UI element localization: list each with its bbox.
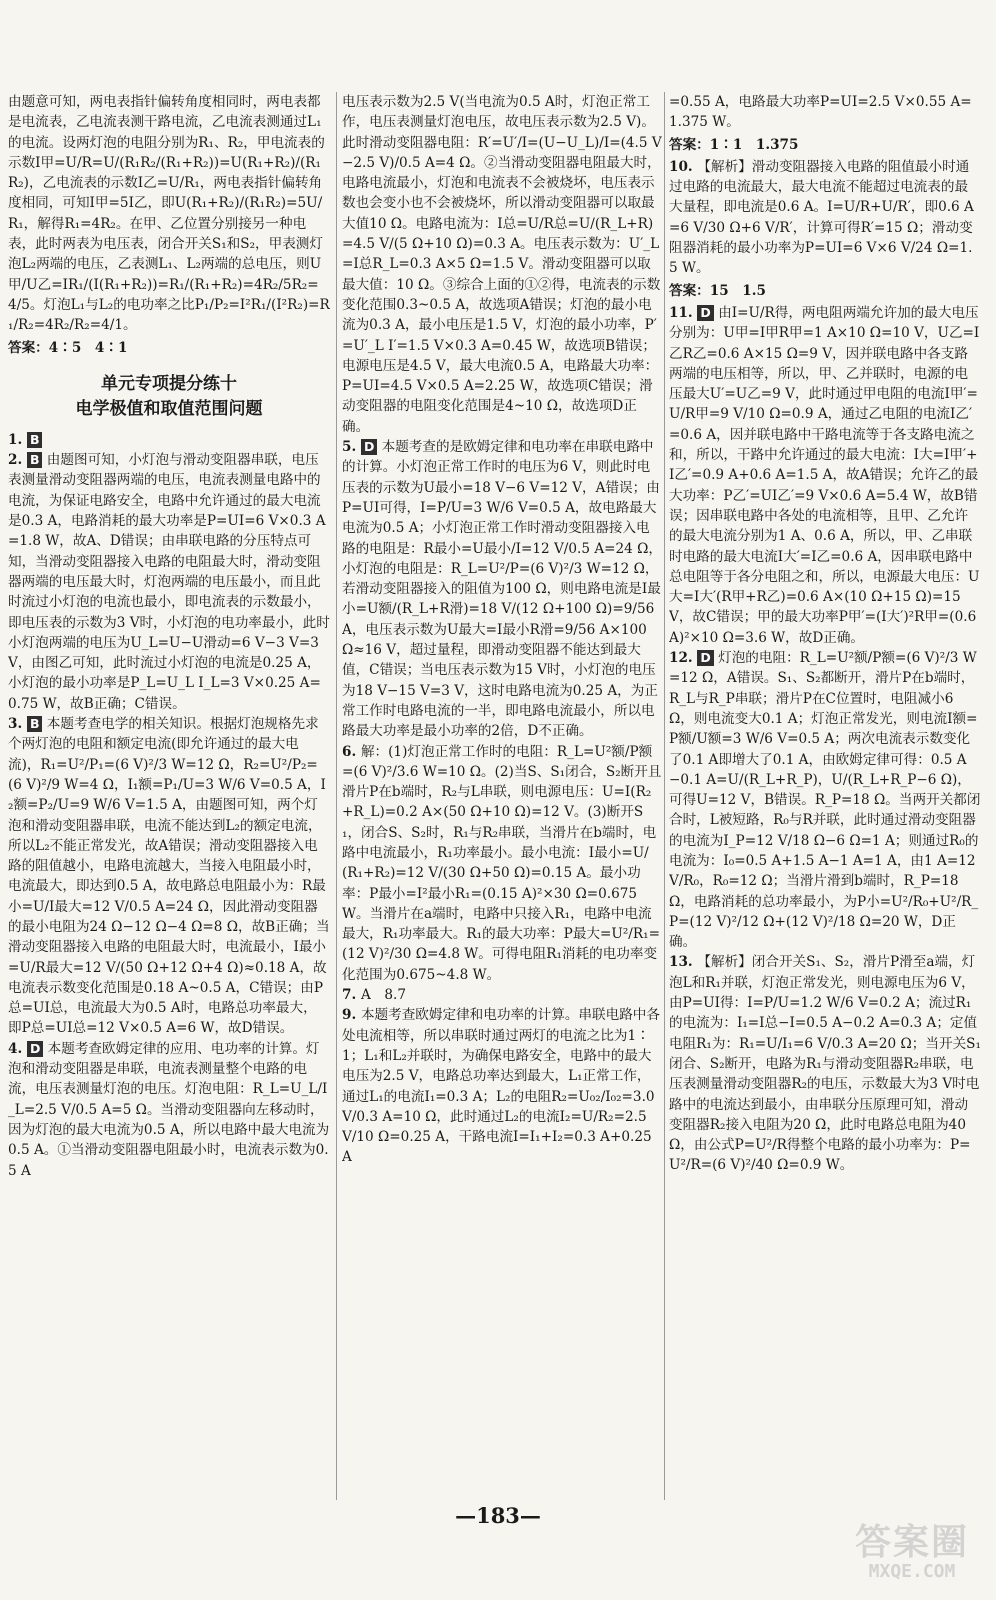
- watermark-logo: [842, 1524, 982, 1586]
- choice-tag: B: [27, 452, 43, 468]
- answer-line: 答案：4∶5 4∶1: [8, 339, 128, 356]
- column-divider: [336, 92, 337, 1500]
- question-4: 4. D 本题考查欧姆定律的应用、电功率的计算。灯泡和滑动变阻器是串联，电流表测量整个电路的电流，电压表测量灯泡的电压。灯泡电阻：R_L=U_L/I_L=2.5 V/0.5 A=5 Ω。当滑动变阻器向左移动时，因为灯泡的最大电流为0.5 A，所以电路中最大电流为0.5 A。①当滑动变阻器电阻最小时，电流表示数为0.5 A: [8, 1040, 330, 1179]
- watermark-text: 答案圈: [854, 1522, 969, 1563]
- question-3: 3. B 本题考查电学的相关知识。根据灯泡规格先求个两灯泡的电阻和额定电流(即允许通过的最大电流)，R₁=U²/P₁=(6 V)²/3 W=12 Ω，R₂=U²/P₂=(6 V)²/9 W=4 Ω，I₁额=P₁/U=3 W/6 V=0.5 A，I₂额=P₂/U=9 W/6 V=1.5 A，由题图可知，两个灯泡和滑动变阻器串联，电流不能达到L₂的额定电流，所以L₂不能正常发光，故A错误；滑动变阻器接入电路的阻值越小，电路电流越大，当接入电阻最小时，电流最大，即达到0.5 A，故电路总电阻最小为：R最小=U/I最大=12 V/0.5 A=24 Ω，因此滑动变阻器的最小电阻为24 Ω−12 Ω−4 Ω=8 Ω，故B正确；当滑动变阻器接入电路的电阻最大时，电流最小，I最小=U/R最大=12 V/(50 Ω+12 Ω+4 Ω)≈0.18 A，故电流表示数变化范围是0.18 A~0.5 A，C错误；由P总=UI总，电流最大为0.5 A时，电路总功率最大，即P总=UI总=12 V×0.5 A=6 W，故D错误。: [8, 716, 330, 1037]
- page-number: —183—: [455, 1503, 541, 1528]
- question-2: 2. B 由题图可知，小灯泡与滑动变阻器串联，电压表测量滑动变阻器两端的电压，电流表测量电路中的电流，为保证电路安全，电路中允许通过的最大电流是0.3 A，电路消耗的最大功率是P=UI=6 V×0.3 A=1.8 W，故A、D错误；由串联电路的分压特点可知，当滑动变阻器接入电路的电阻最大时，滑动变阻器两端的电压最大时，灯泡两端的电压最小，而且此时流过小灯泡的电流也最小，即电流表的示数最小，即电压表的示数为3 V时，小灯泡的电功率最小，此时小灯泡两端的电压为U_L=U−U滑动=6 V−3 V=3 V，由图乙可知，此时流过小灯泡的电流是0.25 A，小灯泡的最小功率是P_L=U_L I_L=3 V×0.25 A=0.75 W，故B正确；C错误。: [8, 452, 330, 712]
- column-left: [8, 92, 330, 1504]
- answer-text: A 8.7: [360, 987, 406, 1004]
- section-heading: [8, 372, 330, 422]
- solution-text: 本题考查电学的相关知识。根据灯泡规格先求个两灯泡的电阻和额定电流(即允许通过的最大电流)，R₁=U²/P₁=(6 V)²/3 W=12 Ω，R₂=U²/P₂=(6 V)²/9 W=4 Ω，I₁额=P₁/U=3 W/6 V=0.5 A，I₂额=P₂/U=9 W/6 V=1.5 A，由题图可知，两个灯泡和滑动变阻器串联，电流不能达到L₂的额定电流，所以L₂不能正常发光，故A错误；滑动变阻器接入电路的阻值越小，电路电流越大，当接入电阻最小时，电流最大，即达到0.5 A，故电路总电阻最小为：R最小=U/I最大=12 V/0.5 A=24 Ω，因此滑动变阻器的最小电阻为24 Ω−12 Ω−4 Ω=8 Ω，故B正确；当滑动变阻器接入电路的电阻最大时，电流最小，I最小=U/R最大=12 V/(50 Ω+12 Ω+4 Ω)≈0.18 A，故电流表示数变化范围是0.18 A~0.5 A，C错误；由P总=UI总，电流最大为0.5 A时，电路总功率最大，即P总=UI总=12 V×0.5 A=6 W，故D错误。: [8, 716, 330, 1037]
- solution-text: 由题图可知，小灯泡与滑动变阻器串联，电压表测量滑动变阻器两端的电压，电流表测量电路中的电流，为保证电路安全，电路中允许通过的最大电流是0.3 A，电路消耗的最大功率是P=UI=6 V×0.3 A=1.8 W，故A、D错误；由串联电路的分压特点可知，当滑动变阻器接入电路的电阻最大时，滑动变阻器两端的电压最大时，灯泡两端的电压最小，而且此时流过小灯泡的电流也最小，即电流表的示数最小，即电压表的示数为3 V时，小灯泡的电功率最小，此时小灯泡两端的电压为U_L=U−U滑动=6 V−3 V=3 V，由图乙可知，此时流过小灯泡的电流是0.25 A，小灯泡的最小功率是P_L=U_L I_L=3 V×0.25 A=0.75 W，故B正确；C错误。: [8, 452, 330, 712]
- solution-text: 本题考查欧姆定律和电功率的计算。串联电路中各处电流相等，所以串联时通过两灯的电流之比为1∶1；L₁和L₂并联时，为确保电路安全，电路中的最大电压为2.5 V，电路总功率达到最大，L₁正常工作，通过L₁的电流I₁=0.3 A；L₂的电阻R₂=U₀₂/I₀₂=3.0 V/0.3 A=10 Ω，此时通过L₂的电流I₂=U/R₂=2.5 V/10 Ω=0.25 A，干路电流I=I₁+I₂=0.3 A+0.25 A: [342, 1007, 660, 1166]
- section-title-line2: 电学极值和取值范围问题: [75, 398, 263, 419]
- question-12: 12. D 灯泡的电阻：R_L=U²额/P额=(6 V)²/3 W=12 Ω，A错误。S₁、S₂都断开，滑片P在b端时，R_L与R_P串联；滑片P在C位置时，电阻减小6 Ω，则电流变大0.1 A；灯泡正常发光，则电流I额=P额/U额=3 W/6 V=0.5 A；两次电流表示数变化了0.1 A即增大了0.1 A，由欧姆定律可得：0.5 A−0.1 A=U/(R_L+R_P)，U/(R_L+R_P−6 Ω)，可得U=12 V，B错误。R_P=18 Ω。当两开关都闭合时，L被短路，R₀与R并联，此时通过滑动变阻器的电流为I_P=12 V/18 Ω−6 Ω=1 A；则通过R₀的电流为：I₀=0.5 A+1.5 A−1 A=1 A，由1 A=12 V/R₀，R₀=12 Ω；当滑片滑到b端时，R_P=18 Ω，电路消耗的总功率最小，为P小=U²/R₀+U²/R_P=(12 V)²/12 Ω+(12 V)²/18 Ω=20 W，D正确。: [669, 650, 981, 951]
- solution-continued: 电压表示数为2.5 V(当电流为0.5 A时，灯泡正常工作，电压表测量灯泡电压，故电压表示数为2.5 V)。此时滑动变阻器电阻：R′=U′/I=(U−U_L)/I=(4.5 V−2.5 V)/0.5 A=4 Ω。②当滑动变阻器电阻最大时，电路电流最小，灯泡和电流表不会被烧坏，电压表示数也会变小也不会被烧坏，所以滑动变阻器可以取最大值10 Ω。电路电流为：I总=U/R总=U/(R_L+R)=4.5 V/(5 Ω+10 Ω)=0.3 A。电压表示数为：U′_L=I总R_L=0.3 A×5 Ω=1.5 V。滑动变阻器可以取最大值：10 Ω。③综合上面的①②得，电流表的示数变化范围0.3~0.5 A，故选项A错误；灯泡的最小电流为0.3 A，最小电压是1.5 V，灯泡的最小功率，P′=U′_L I′=1.5 V×0.3 A=0.45 W，故选项B错误；电源电压是4.5 V，最大电流0.5 A，电路最大功率：P=UI=4.5 V×0.5 A=2.25 W，故选项C错误；滑动变阻器的电阻变化范围是4~10 Ω，故选项D正确。: [342, 94, 662, 435]
- choice-tag: D: [697, 650, 713, 666]
- solution-text: 灯泡的电阻：R_L=U²额/P额=(6 V)²/3 W=12 Ω，A错误。S₁、S₂都断开，滑片P在b端时，R_L与R_P串联；滑片P在C位置时，电阻减小6 Ω，则电流变大0.1 A；灯泡正常发光，则电流I额=P额/U额=3 W/6 V=0.5 A；两次电流表示数变化了0.1 A即增大了0.1 A，由欧姆定律可得：0.5 A−0.1 A=U/(R_L+R_P)，U/(R_L+R_P−6 Ω)，可得U=12 V，B错误。R_P=18 Ω。当两开关都闭合时，L被短路，R₀与R并联，此时通过滑动变阻器的电流为I_P=12 V/18 Ω−6 Ω=1 A；则通过R₀的电流为：I₀=0.5 A+1.5 A−1 A=1 A，由1 A=12 V/R₀，R₀=12 Ω；当滑片滑到b端时，R_P=18 Ω，电路消耗的总功率最小，为P小=U²/R₀+U²/R_P=(12 V)²/12 Ω+(12 V)²/18 Ω=20 W，D正确。: [669, 650, 981, 951]
- solution-text: 【解析】闭合开关S₁、S₂，滑片P滑至a端，灯泡L和R₁并联，灯泡正常发光，则电源电压为6 V，由P=UI得：I=P/U=1.2 W/6 V=0.2 A；流过R₁的电流为：I₁=I总−I=0.5 A−0.2 A=0.3 A；定值电阻R₁为：R₁=U/I₁=6 V/0.3 A=20 Ω；当开关S₁闭合、S₂断开，电路为R₁与滑动变阻器R₂串联，电压表测量滑动变阻器R₂的电压，示数最大为3 V时电路中的电流达到最小，由串联分压原理可知，滑动变阻器R₂接入电阻为20 Ω，此时电路总电阻为40 Ω，由公式P=U²/R得整个电路的最小功率为：P=U²/R=(6 V)²/40 Ω=0.9 W。: [669, 954, 981, 1174]
- choice-tag: B: [27, 716, 43, 732]
- solution-text: 解：(1)灯泡正常工作时的电阻：R_L=U²额/P额=(6 V)²/3.6 W=10 Ω。(2)当S、S₁闭合，S₂断开且滑片P在b端时，R₂与L串联，则电源电压：U=I(R₂+R_L)=0.2 A×(50 Ω+10 Ω)=12 V。(3)断开S₁，闭合S、S₂时，R₁与R₂串联，当滑片在b端时，电路中电流最小，R₁功率最小。最小电流：I最小=U/(R₁+R₂)=12 V/(30 Ω+50 Ω)=0.15 A。最小功率：P最小=I²最小R₁=(0.15 A)²×30 Ω=0.675 W。当滑片在a端时，电路中只接入R₁，电路中电流最大，R₁功率最大。R₁的最大功率：P最大=U²/R₁=(12 V)²/30 Ω=4.8 W。可得电阻R₁消耗的电功率变化范围为0.675~4.8 W。: [342, 743, 662, 983]
- choice-tag: D: [361, 439, 377, 455]
- solution-text: 本题考查欧姆定律的应用、电功率的计算。灯泡和滑动变阻器是串联，电流表测量整个电路的电流，电压表测量灯泡的电压。灯泡电阻：R_L=U_L/I_L=2.5 V/0.5 A=5 Ω。当滑动变阻器向左移动时，因为灯泡的最大电流为0.5 A，所以电路中最大电流为0.5 A。①当滑动变阻器电阻最小时，电流表示数为0.5 A: [8, 1040, 330, 1179]
- solution-text: 【解析】滑动变阻器接入电路的阻值最小时通过电路的电流最大，最大电流不能超过电流表的最大量程，即电流是0.6 A。I=U/R+U/R′，即0.6 A=6 V/30 Ω+6 V/R′，计算可得R′=15 Ω；滑动变阻器消耗的最小功率为P=UI=6 V×6 V/24 Ω=1.5 W。: [669, 158, 974, 277]
- column-middle: [342, 92, 662, 1504]
- question-9: 9. 本题考查欧姆定律和电功率的计算。串联电路中各处电流相等，所以串联时通过两灯的电流之比为1∶1；L₁和L₂并联时，为确保电路安全，电路中的最大电压为2.5 V，电路总功率达到最大，L₁正常工作，通过L₁的电流I₁=0.3 A；L₂的电阻R₂=U₀₂/I₀₂=3.0 V/0.3 A=10 Ω，此时通过L₂的电流I₂=U/R₂=2.5 V/10 Ω=0.25 A，干路电流I=I₁+I₂=0.3 A+0.25 A: [342, 1007, 660, 1166]
- solution-continued: =0.55 A，电路最大功率P=UI=2.5 V×0.55 A=1.375 W。: [669, 94, 972, 131]
- column-right: [669, 92, 981, 1504]
- section-title-line1: 单元专项提分练十: [101, 373, 237, 394]
- question-6: 6. 解：(1)灯泡正常工作时的电阻：R_L=U²额/P额=(6 V)²/3.6 W=10 Ω。(2)当S、S₁闭合，S₂断开且滑片P在b端时，R₂与L串联，则电源电压：U=I(R₂+R_L)=0.2 A×(50 Ω+10 Ω)=12 V。(3)断开S₁，闭合S、S₂时，R₁与R₂串联，当滑片在b端时，电路中电流最小，R₁功率最小。最小电流：I最小=U/(R₁+R₂)=12 V/(30 Ω+50 Ω)=0.15 A。最小功率：P最小=I²最小R₁=(0.15 A)²×30 Ω=0.675 W。当滑片在a端时，电路中只接入R₁，电路中电流最大，R₁功率最大。R₁的最大功率：P最大=U²/R₁=(12 V)²/30 Ω=4.8 W。可得电阻R₁消耗的电功率变化范围为0.675~4.8 W。: [342, 743, 662, 983]
- question-5: 5. D 本题考查的是欧姆定律和电功率在串联电路中的计算。小灯泡正常工作时的电压为6 V，则此时电压表的示数为U最小=18 V−6 V=12 V，A错误；由P=UI可得，I=P/U=3 W/6 V=0.5 A，故电路最大电流为0.5 A；小灯泡正常工作时滑动变阻器接入电路的电阻是：R最小=U最小/I=12 V/0.5 A=24 Ω，小灯泡的电阻是：R_L=U²/P=(6 V)²/3 W=12 Ω，若滑动变阻器接入的阻值为100 Ω，则电路电流是I最小=U额/(R_L+R滑)=18 V/(12 Ω+100 Ω)=9/56 A，电压表示数为U最大=I最小R滑=9/56 A×100 Ω≈16 V，超过量程，即滑动变阻器不能达到最大值，C错误；当电压表示数为15 V时，小灯泡的电压为18 V−15 V=3 V，这时电路电流为0.25 A，为正常工作时电路电流的一半，即电路电流最小，所以电路最大功率是最小功率的2倍，D不正确。: [342, 439, 662, 740]
- choice-tag: B: [27, 432, 43, 448]
- question-11: 11. D 由I=U/R得，两电阻两端允许加的最大电压分别为：U甲=I甲R甲=1 A×10 Ω=10 V，U乙=I乙R乙=0.6 A×15 Ω=9 V，因并联电路中各支路两端的电压相等，所以，甲、乙并联时，电源的电压最大U′=U乙=9 V，此时通过甲电阻的电流I甲′=U/R甲=9 V/10 Ω=0.9 A，通过乙电阻的电流I乙′=0.6 A，因并联电路中干路电流等于各支路电流之和，所以，干路中允许通过的最大电流：I大=I甲′+I乙′=0.9 A+0.6 A=1.5 A，故A错误；允许乙的最大功率：P乙′=UI乙′=9 V×0.6 A=5.4 W，故B错误；因串联电路中各处的电流相等，且甲、乙允许的最大电流分别为1 A、0.6 A，所以，甲、乙串联时电路的最大电流I大′=I乙=0.6 A，因串联电路中总电阻等于各分电阻之和，所以，电源最大电压：U大=I大′(R甲+R乙)=0.6 A×(10 Ω+15 Ω)=15 V，故C错误；甲的最大功率P甲′=(I大′)²R甲=(0.6 A)²×10 Ω=3.6 W，故D正确。: [669, 304, 981, 646]
- question-1: 1. B: [8, 430, 330, 450]
- question-10: 10. 【解析】滑动变阻器接入电路的阻值最小时通过电路的电流最大，最大电流不能超过电流表的最大量程，即电流是0.6 A。I=U/R+U/R′，即0.6 A=6 V/30 Ω+6 V/R′，计算可得R′=15 Ω；滑动变阻器消耗的最小功率为P=UI=6 V×6 V/24 Ω=1.5 W。: [669, 158, 974, 277]
- answer-line: 答案：15 1.5: [669, 282, 766, 299]
- question-7: 7. A 8.7: [342, 987, 406, 1004]
- choice-tag: D: [27, 1041, 43, 1057]
- watermark-url: MXQE.COM: [868, 1561, 956, 1582]
- solution-text: 由I=U/R得，两电阻两端允许加的最大电压分别为：U甲=I甲R甲=1 A×10 Ω=10 V，U乙=I乙R乙=0.6 A×15 Ω=9 V，因并联电路中各支路两端的电压相等，所以，甲、乙并联时，电源的电压最大U′=U乙=9 V，此时通过甲电阻的电流I甲′=U/R甲=9 V/10 Ω=0.9 A，通过乙电阻的电流I乙′=0.6 A，因并联电路中干路电流等于各支路电流之和，所以，干路中允许通过的最大电流：I大=I甲′+I乙′=0.9 A+0.6 A=1.5 A，故A错误；允许乙的最大功率：P乙′=UI乙′=9 V×0.6 A=5.4 W，故B错误；因串联电路中各处的电流相等，且甲、乙允许的最大电流分别为1 A、0.6 A，所以，甲、乙串联时电路的最大电流I大′=I乙=0.6 A，因串联电路中总电阻等于各分电阻之和，所以，电源最大电压：U大=I大′(R甲+R乙)=0.6 A×(10 Ω+15 Ω)=15 V，故C错误；甲的最大功率P甲′=(I大′)²R甲=(0.6 A)²×10 Ω=3.6 W，故D正确。: [669, 304, 981, 646]
- answer-line: 答案：1∶1 1.375: [669, 136, 799, 153]
- solution-text: 本题考查的是欧姆定律和电功率在串联电路中的计算。小灯泡正常工作时的电压为6 V，则此时电压表的示数为U最小=18 V−6 V=12 V，A错误；由P=UI可得，I=P/U=3 W/6 V=0.5 A，故电路最大电流为0.5 A；小灯泡正常工作时滑动变阻器接入电路的电阻是：R最小=U最小/I=12 V/0.5 A=24 Ω，小灯泡的电阻是：R_L=U²/P=(6 V)²/3 W=12 Ω，若滑动变阻器接入的阻值为100 Ω，则电路电流是I最小=U额/(R_L+R滑)=18 V/(12 Ω+100 Ω)=9/56 A，电压表示数为U最大=I最小R滑=9/56 A×100 Ω≈16 V，超过量程，即滑动变阻器不能达到最大值，C错误；当电压表示数为15 V时，小灯泡的电压为18 V−15 V=3 V，这时电路电流为0.25 A，为正常工作时电路电流的一半，即电路电流最小，所以电路最大功率是最小功率的2倍，D不正确。: [342, 439, 662, 740]
- choice-tag: D: [697, 305, 713, 321]
- question-13: 13. 【解析】闭合开关S₁、S₂，滑片P滑至a端，灯泡L和R₁并联，灯泡正常发光，则电源电压为6 V，由P=UI得：I=P/U=1.2 W/6 V=0.2 A；流过R₁的电流为：I₁=I总−I=0.5 A−0.2 A=0.3 A；定值电阻R₁为：R₁=U/I₁=6 V/0.3 A=20 Ω；当开关S₁闭合、S₂断开，电路为R₁与滑动变阻器R₂串联，电压表测量滑动变阻器R₂的电压，示数最大为3 V时电路中的电流达到最小，由串联分压原理可知，滑动变阻器R₂接入电阻为20 Ω，此时电路总电阻为40 Ω，由公式P=U²/R得整个电路的最小功率为：P=U²/R=(6 V)²/40 Ω=0.9 W。: [669, 954, 981, 1174]
- intro-solution: 由题意可知，两电表指针偏转角度相同时，两电表都是电流表，乙电流表测干路电流，乙电流表测通过L₁的电流。设两灯泡的电阻分别为R₁、R₂，甲电流表的示数I甲=U/R=U/(R₁R₂/(R₁+R₂))=U(R₁+R₂)/(R₁R₂)，乙电流表的示数I乙=U/R₁，两电表指针偏转角度相同，可知I甲=5I乙，即U(R₁+R₂)/(R₁R₂)=5U/R₁，解得R₁=4R₂。在甲、乙位置分别接另一种电表，此时两表为电压表，闭合开关S₁和S₂，甲表测灯泡L₂两端的电压，乙表测L₁、L₂两端的总电压，则U甲/U乙=IR₁/(I(R₁+R₂))=R₁/(R₁+R₂)=4R₂/5R₂=4/5。灯泡L₁与L₂的电功率之比P₁/P₂=I²R₁/(I²R₂)=R₁/R₂=4R₂/R₂=4/1。: [8, 94, 330, 334]
- column-divider: [664, 92, 665, 1500]
